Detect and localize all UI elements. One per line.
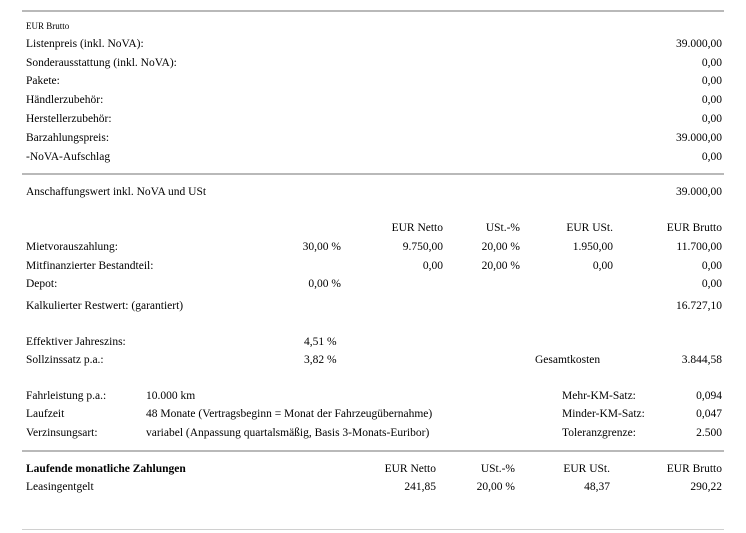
column-header-brutto: EUR Brutto <box>666 222 722 234</box>
nominal-rate-value: 3,82 % <box>304 354 337 366</box>
top-divider <box>22 10 724 12</box>
term-label: Fahrleistung p.a.: <box>26 390 107 402</box>
payment-row-ust: 0,00 <box>592 260 613 272</box>
column-header-netto: EUR Netto <box>391 222 443 234</box>
nominal-rate-label: Sollzinssatz p.a.: <box>26 354 104 366</box>
section-divider <box>22 450 724 452</box>
column-header-ust: EUR USt. <box>566 222 613 234</box>
monthly-row-label: Leasingentgelt <box>26 481 94 493</box>
monthly-header-netto: EUR Netto <box>384 463 436 475</box>
price-row-value: 39.000,00 <box>676 38 722 50</box>
price-row-value: 0,00 <box>701 151 722 163</box>
term-value: 10.000 km <box>146 390 196 402</box>
term-right-value: 0,094 <box>696 390 722 402</box>
total-cost-label: Gesamtkosten <box>535 354 601 366</box>
effective-rate-value: 4,51 % <box>304 336 337 348</box>
term-label: Laufzeit <box>26 408 65 420</box>
monthly-row-ust-pct: 20,00 % <box>476 481 515 493</box>
section-divider <box>22 173 724 175</box>
term-right-label: Toleranzgrenze: <box>562 427 636 439</box>
term-right-label: Minder-KM-Satz: <box>562 408 645 420</box>
payment-row-brutto: 11.700,00 <box>676 241 722 253</box>
acquisition-label: Anschaffungswert inkl. NoVA und USt <box>26 186 207 198</box>
payment-row-ust: 1.950,00 <box>572 241 613 253</box>
monthly-row-netto: 241,85 <box>404 481 436 493</box>
payment-row-ust-pct: 20,00 % <box>481 241 520 253</box>
column-header-eur-brutto: EUR Brutto <box>26 21 70 31</box>
payment-row-label: Depot: <box>26 278 58 290</box>
payment-row-label: Mitfinanzierter Bestandteil: <box>26 260 154 272</box>
price-row-label: Pakete: <box>26 75 60 87</box>
column-header-ust-pct: USt.-% <box>485 222 520 234</box>
monthly-payments-title: Laufende monatliche Zahlungen <box>26 463 186 475</box>
payment-row-pct: 30,00 % <box>302 241 341 253</box>
acquisition-value: 39.000,00 <box>676 186 722 198</box>
price-row-label: Herstellerzubehör: <box>26 113 112 125</box>
monthly-header-ust: EUR USt. <box>563 463 610 475</box>
payment-row-netto: 0,00 <box>422 260 443 272</box>
bottom-divider <box>22 529 724 530</box>
term-label: Verzinsungsart: <box>26 427 98 439</box>
price-row-value: 0,00 <box>701 75 722 87</box>
payment-row-brutto: 0,00 <box>701 278 722 290</box>
term-value: 48 Monate (Vertragsbeginn = Monat der Fahrzeugübernahme) <box>146 408 433 420</box>
payment-row-ust-pct: 20,00 % <box>481 260 520 272</box>
price-row-value: 0,00 <box>701 113 722 125</box>
price-row-label: Listenpreis (inkl. NoVA): <box>26 38 144 50</box>
term-right-label: Mehr-KM-Satz: <box>562 390 636 402</box>
effective-rate-label: Effektiver Jahreszins: <box>26 336 126 348</box>
payment-row-label: Mietvorauszahlung: <box>26 241 118 253</box>
residual-label: Kalkulierter Restwert: (garantiert) <box>26 300 184 312</box>
price-row-value: 0,00 <box>701 57 722 69</box>
total-cost-value: 3.844,58 <box>681 354 722 366</box>
price-row-label: Händlerzubehör: <box>26 94 104 106</box>
residual-value: 16.727,10 <box>676 300 722 312</box>
monthly-row-ust: 48,37 <box>584 481 610 493</box>
payment-row-netto: 9.750,00 <box>402 241 443 253</box>
payment-row-brutto: 0,00 <box>701 260 722 272</box>
price-row-label: -NoVA-Aufschlag <box>26 151 111 163</box>
monthly-header-brutto: EUR Brutto <box>666 463 722 475</box>
payment-row-pct: 0,00 % <box>308 278 341 290</box>
price-row-label: Barzahlungspreis: <box>26 132 110 144</box>
monthly-header-ust-pct: USt.-% <box>480 463 515 475</box>
price-row-label: Sonderausstattung (inkl. NoVA): <box>26 57 177 69</box>
monthly-row-brutto: 290,22 <box>690 481 722 493</box>
term-value: variabel (Anpassung quartalsmäßig, Basis 3-Monats-Euribor) <box>146 427 430 439</box>
price-row-value: 0,00 <box>701 94 722 106</box>
term-right-value: 2.500 <box>696 427 722 439</box>
term-right-value: 0,047 <box>696 408 722 420</box>
price-row-value: 39.000,00 <box>676 132 722 144</box>
